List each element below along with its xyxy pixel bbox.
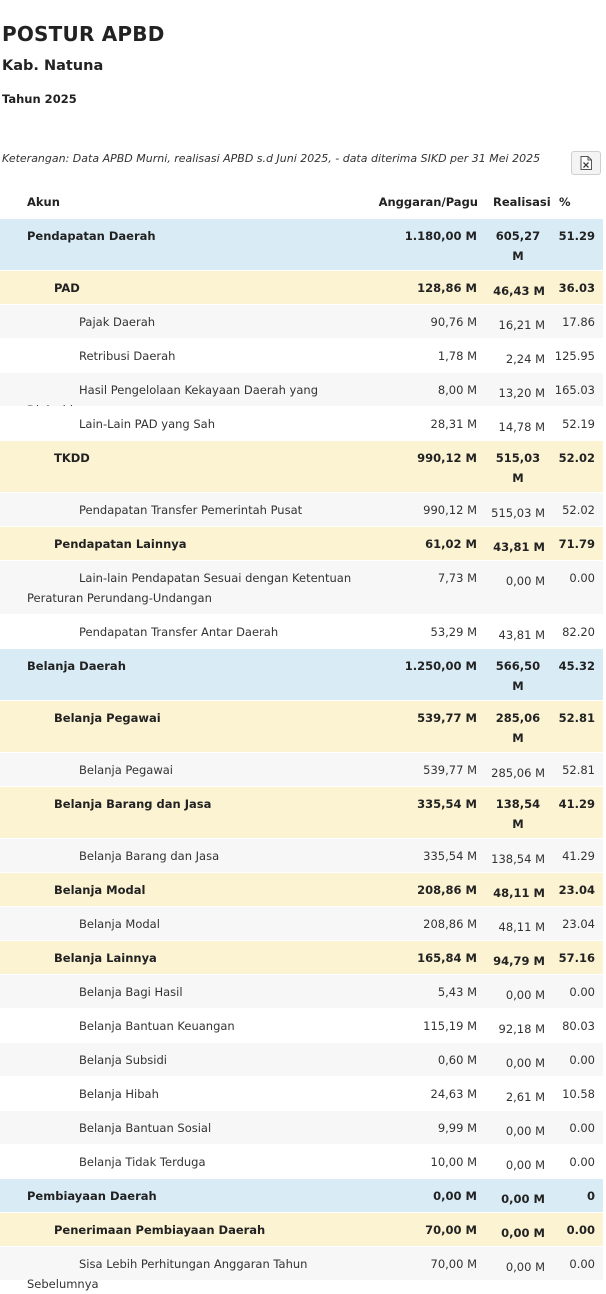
row-account-name: Belanja Lainnya (54, 951, 157, 965)
apbd-table (0, 186, 603, 1291)
row-account-name: Belanja Barang dan Jasa (79, 849, 220, 863)
row-percent-value: 41.29 (562, 849, 595, 863)
row-realisasi-value: 2,61 M (505, 1090, 545, 1104)
row-anggaran-value: 115,19 M (423, 1019, 477, 1033)
table-row[interactable] (0, 1110, 603, 1144)
row-anggaran-value: 335,54 M (417, 797, 477, 811)
row-anggaran-value: 0,60 M (437, 1053, 477, 1067)
table-row[interactable] (0, 406, 603, 440)
row-account-name: Belanja Tidak Terduga (79, 1155, 206, 1169)
row-account-name: Pembiayaan Daerah (27, 1189, 157, 1203)
column-header-anggaran[interactable]: Anggaran/Pagu (378, 195, 478, 209)
row-realisasi-value: 94,79 M (493, 954, 545, 968)
row-realisasi-value: 0,00 M (505, 1056, 545, 1070)
row-realisasi-value: 43,81 M (498, 628, 545, 642)
row-anggaran-value: 10,00 M (430, 1155, 477, 1169)
table-row[interactable] (0, 1008, 603, 1042)
row-account-name: Retribusi Daerah (79, 349, 176, 363)
row-anggaran-value: 8,00 M (437, 383, 477, 397)
row-percent-value: 52.81 (558, 711, 595, 725)
row-anggaran-value: 70,00 M (425, 1223, 477, 1237)
row-percent-value: 23.04 (562, 917, 595, 931)
table-row-subgroup[interactable] (0, 940, 603, 974)
row-realisasi-value: 0,00 M (505, 1260, 545, 1274)
row-anggaran-value: 53,29 M (430, 625, 477, 639)
row-realisasi-value: 14,78 M (498, 420, 545, 434)
row-realisasi-value: 0,00 M (505, 574, 545, 588)
table-row-subgroup[interactable] (0, 1212, 603, 1246)
row-account-name: Belanja Pegawai (54, 711, 161, 725)
row-anggaran-value: 990,12 M (417, 451, 477, 465)
row-account-name: Belanja Hibah (79, 1087, 159, 1101)
table-row[interactable] (0, 372, 603, 406)
row-percent-value: 165.03 (554, 383, 595, 397)
row-anggaran-value: 28,31 M (430, 417, 477, 431)
row-realisasi-value: 16,21 M (498, 318, 545, 332)
row-anggaran-value: 208,86 M (417, 883, 477, 897)
row-anggaran-value: 1,78 M (437, 349, 477, 363)
row-anggaran-value: 539,77 M (417, 711, 477, 725)
row-realisasi-value: 285,06 M (491, 766, 545, 780)
row-anggaran-value: 5,43 M (437, 985, 477, 999)
row-realisasi-value: 515,03 M (491, 506, 545, 520)
table-row-subgroup[interactable] (0, 526, 603, 560)
row-percent-value: 0.00 (569, 571, 595, 585)
row-account-name: Belanja Subsidi (79, 1053, 167, 1067)
row-realisasi-value: 92,18 M (498, 1022, 545, 1036)
table-row[interactable] (0, 492, 603, 526)
table-header (0, 186, 603, 218)
row-realisasi-value: 0,00 M (505, 1158, 545, 1172)
table-row[interactable] (0, 338, 603, 372)
row-realisasi-value: 285,06 M (495, 711, 541, 745)
row-account-name: Lain-lain Pendapatan Sesuai dengan Ketentuan Peraturan Perundang-Undangan (27, 571, 352, 605)
row-anggaran-value: 208,86 M (423, 917, 477, 931)
row-anggaran-value: 165,84 M (417, 951, 477, 965)
table-row[interactable] (0, 974, 603, 1008)
table-row[interactable] (0, 752, 603, 786)
row-anggaran-value: 1.180,00 M (404, 229, 477, 243)
row-anggaran-value: 0,00 M (433, 1189, 477, 1203)
row-realisasi-value: 13,20 M (498, 386, 545, 400)
row-percent-value: 0.00 (569, 985, 595, 999)
table-row-subgroup[interactable] (0, 700, 603, 752)
row-anggaran-value: 70,00 M (430, 1257, 477, 1271)
row-percent-value: 0.00 (569, 1257, 595, 1271)
row-realisasi-value: 0,00 M (505, 988, 545, 1002)
row-anggaran-value: 24,63 M (430, 1087, 477, 1101)
table-row[interactable] (0, 1076, 603, 1110)
row-realisasi-value: 0,00 M (501, 1226, 545, 1240)
row-realisasi-value: 48,11 M (498, 920, 545, 934)
row-account-name: PAD (54, 281, 80, 295)
export-excel-button[interactable] (571, 151, 601, 175)
row-percent-value: 52.02 (558, 451, 595, 465)
row-anggaran-value: 61,02 M (425, 537, 477, 551)
table-row[interactable] (0, 906, 603, 940)
table-row-group[interactable] (0, 1178, 603, 1212)
row-anggaran-value: 539,77 M (423, 763, 477, 777)
row-percent-value: 10.58 (562, 1087, 595, 1101)
row-realisasi-value: 138,54 M (495, 797, 541, 831)
excel-file-icon (580, 156, 592, 170)
row-anggaran-value: 90,76 M (430, 315, 477, 329)
row-account-name: Pajak Daerah (79, 315, 156, 329)
region-name: Kab. Natuna (2, 58, 104, 74)
row-account-name: Pendapatan Daerah (27, 229, 156, 243)
row-percent-value: 41.29 (558, 797, 595, 811)
table-row[interactable] (0, 838, 603, 872)
table-row-subgroup[interactable] (0, 440, 603, 492)
data-note: Keterangan: Data APBD Murni, realisasi APBD s.d Juni 2025, - data diterima SIKD per 31 Mei 2025 (2, 152, 541, 165)
table-row-group[interactable] (0, 218, 603, 270)
row-anggaran-value: 9,99 M (437, 1121, 477, 1135)
row-percent-value: 71.79 (558, 537, 595, 551)
row-realisasi-value: 566,50 M (495, 659, 541, 693)
row-realisasi-value: 0,00 M (501, 1192, 545, 1206)
row-percent-value: 52.19 (562, 417, 595, 431)
fiscal-year: Tahun 2025 (2, 92, 77, 106)
row-anggaran-value: 7,73 M (437, 571, 477, 585)
row-account-name: Pendapatan Transfer Antar Daerah (79, 625, 279, 639)
row-realisasi-value: 48,11 M (493, 886, 545, 900)
row-account-name: Belanja Modal (79, 917, 160, 931)
table-row[interactable] (0, 560, 603, 614)
table-row[interactable] (0, 614, 603, 648)
table-row-subgroup[interactable] (0, 872, 603, 906)
row-realisasi-value: 515,03 M (495, 451, 541, 485)
row-account-name: Penerimaan Pembiayaan Daerah (54, 1223, 266, 1237)
row-realisasi-value: 43,81 M (493, 540, 545, 554)
row-percent-value: 52.81 (562, 763, 595, 777)
table-row-subgroup[interactable] (0, 270, 603, 304)
row-percent-value: 0.00 (569, 1155, 595, 1169)
row-account-name: Belanja Pegawai (79, 763, 173, 777)
column-header-percent[interactable]: % (559, 195, 571, 209)
row-account-name: Belanja Bantuan Keuangan (79, 1019, 235, 1033)
row-percent-value: 45.32 (558, 659, 595, 673)
row-percent-value: 0.00 (569, 1121, 595, 1135)
row-anggaran-value: 335,54 M (423, 849, 477, 863)
row-account-name: Pendapatan Lainnya (54, 537, 187, 551)
row-percent-value: 125.95 (554, 349, 595, 363)
row-account-name: Pendapatan Transfer Pemerintah Pusat (79, 503, 303, 517)
row-percent-value: 82.20 (562, 625, 595, 639)
row-account-name: Belanja Modal (54, 883, 146, 897)
row-anggaran-value: 1.250,00 M (404, 659, 477, 673)
table-row[interactable] (0, 1042, 603, 1076)
table-row-subgroup[interactable] (0, 786, 603, 838)
table-row[interactable] (0, 1246, 603, 1291)
row-account-name: Belanja Daerah (27, 659, 126, 673)
row-account-name: Sisa Lebih Perhitungan Anggaran Tahun Sebelumnya (27, 1257, 308, 1291)
row-realisasi-value: 46,43 M (493, 284, 545, 298)
column-header-realisasi[interactable]: Realisasi (493, 195, 551, 209)
row-percent-value: 0.00 (569, 1053, 595, 1067)
row-account-name: Belanja Bagi Hasil (79, 985, 183, 999)
table-row[interactable] (0, 304, 603, 338)
row-percent-value: 23.04 (558, 883, 595, 897)
row-anggaran-value: 128,86 M (417, 281, 477, 295)
row-realisasi-value: 605,27 M (495, 229, 541, 263)
row-realisasi-value: 2,24 M (505, 352, 545, 366)
table-row[interactable] (0, 1144, 603, 1178)
row-percent-value: 36.03 (558, 281, 595, 295)
row-percent-value: 80.03 (562, 1019, 595, 1033)
row-percent-value: 0.00 (566, 1223, 595, 1237)
row-percent-value: 51.29 (558, 229, 595, 243)
table-row-group[interactable] (0, 648, 603, 700)
row-percent-value: 52.02 (562, 503, 595, 517)
row-account-name: Lain-Lain PAD yang Sah (79, 417, 215, 431)
row-percent-value: 0 (586, 1189, 595, 1203)
column-header-akun[interactable]: Akun (27, 195, 60, 209)
row-account-name: Belanja Bantuan Sosial (79, 1121, 212, 1135)
row-percent-value: 17.86 (562, 315, 595, 329)
row-account-name: Hasil Pengelolaan Kekayaan Daerah yang (79, 383, 318, 397)
row-realisasi-value: 0,00 M (505, 1124, 545, 1138)
row-account-name: TKDD (54, 451, 90, 465)
row-realisasi-value: 138,54 M (491, 852, 545, 866)
row-percent-value: 57.16 (558, 951, 595, 965)
row-account-name: Belanja Barang dan Jasa (54, 797, 212, 811)
row-anggaran-value: 990,12 M (423, 503, 477, 517)
page-title: POSTUR APBD (2, 22, 165, 46)
table-body (0, 218, 603, 1291)
